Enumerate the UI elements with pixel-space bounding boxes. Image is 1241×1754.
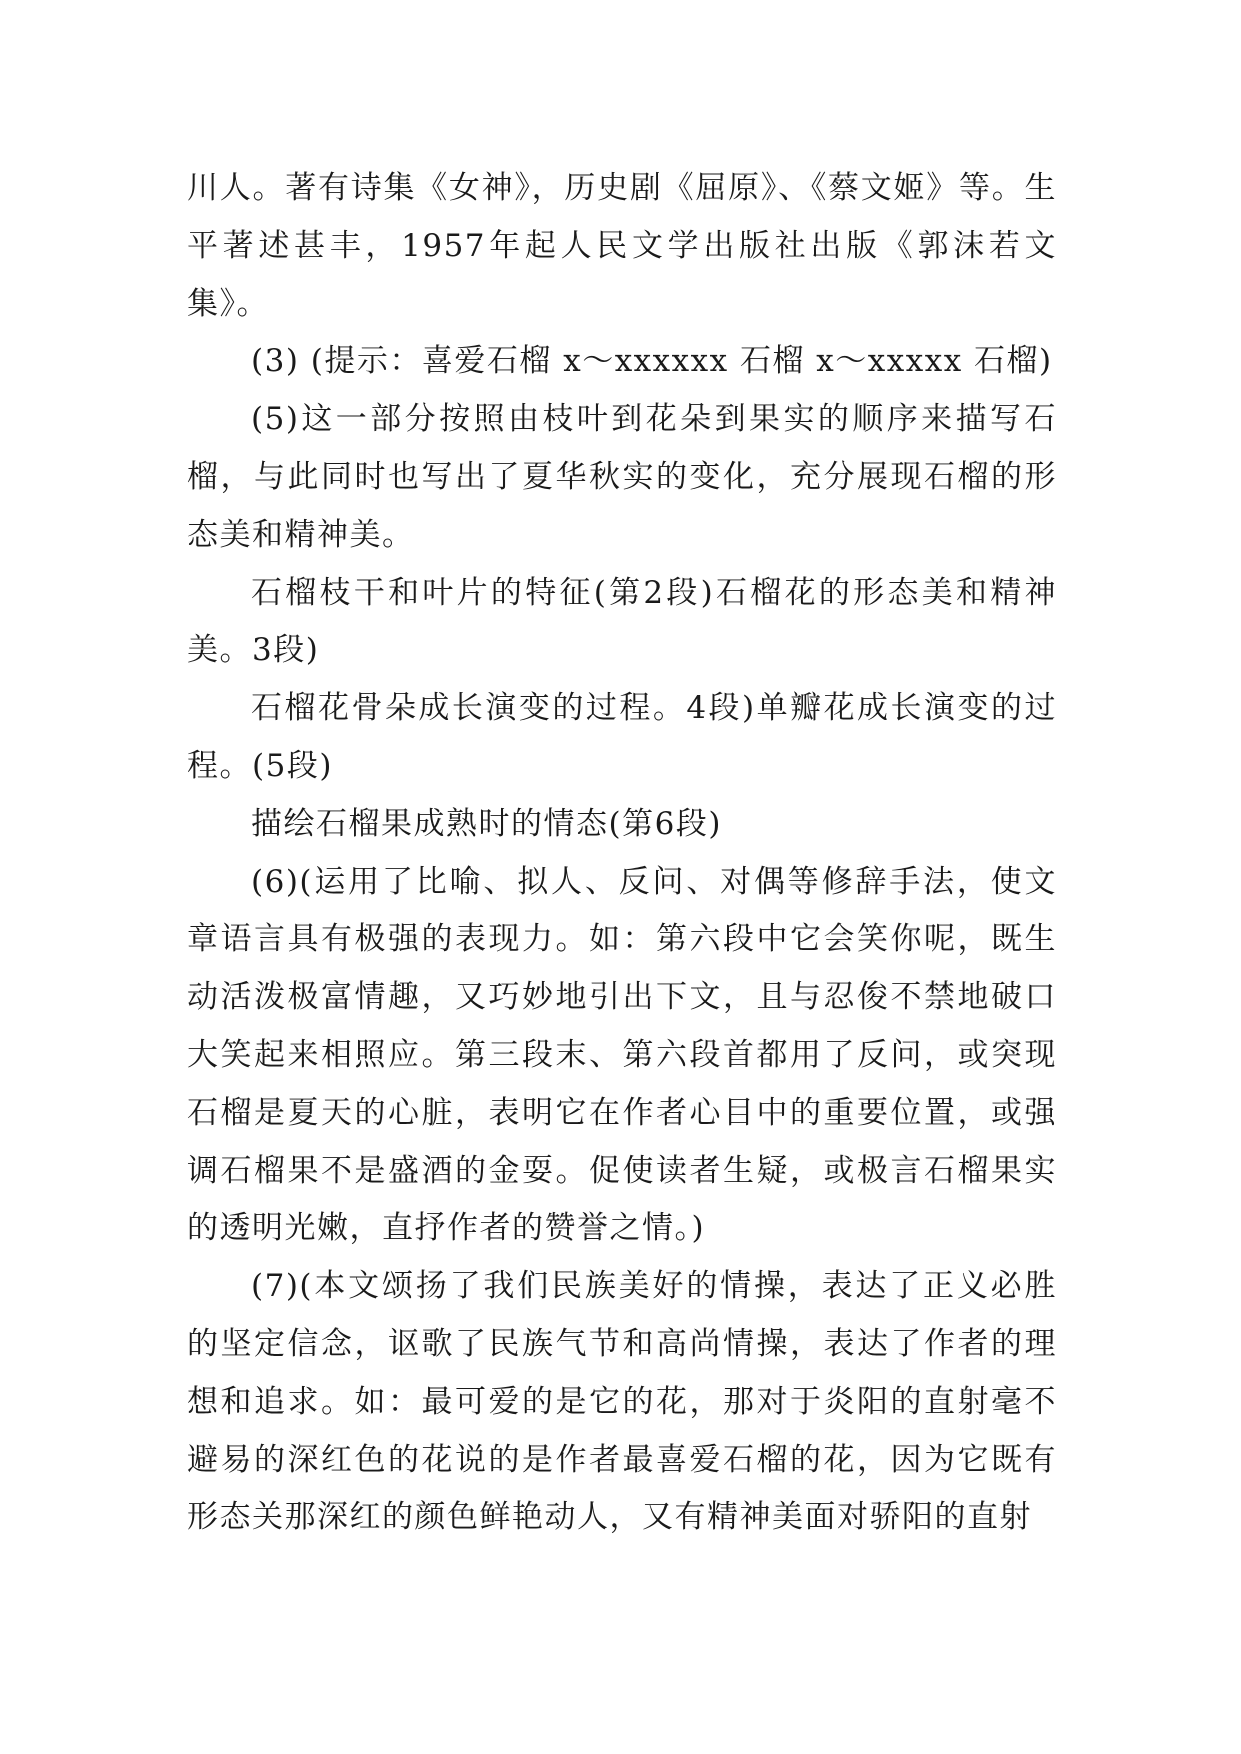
paragraph-section-2-3: 石榴枝干和叶片的特征(第2段)石榴花的形态美和精神美。3段) xyxy=(187,574,1057,669)
paragraph-answer-5: (5)这一部分按照由枝叶到花朵到果实的顺序来描写石榴，与此同时也写出了夏华秋实的变化，充分展现石榴的形态美和精神美。 xyxy=(187,401,1057,553)
document-body xyxy=(187,160,1057,1547)
paragraph-answer-3: (3) (提示：喜爱石榴 x～xxxxxx 石榴 x～xxxxx 石榴) xyxy=(251,343,1053,380)
paragraph-author-bio: 川人。著有诗集《女神》，历史剧《屈原》、《蔡文姬》等。生平著述甚丰，1957年起人民文学出版社出版《郭沫若文集》。 xyxy=(187,170,1057,322)
paragraph-answer-7: (7)(本文颂扬了我们民族美好的情操，表达了正义必胜的坚定信念，讴歌了民族气节和高尚情操，表达了作者的理想和追求。如：最可爱的是它的花，那对于炎阳的直射毫不避易的深红色的花说的是作者最喜爱石榴的花，因为它既有形态关那深红的颜色鲜艳动人，又有精神美面对骄阳的直射 xyxy=(187,1268,1057,1536)
paragraph-answer-6: (6)(运用了比喻、拟人、反问、对偶等修辞手法，使文章语言具有极强的表现力。如：第六段中它会笑你呢，既生动活泼极富情趣，又巧妙地引出下文，且与忍俊不禁地破口大笑起来相照应。第三段末、第六段首都用了反问，或突现石榴是夏天的心脏，表明它在作者心目中的重要位置，或强调石榴果不是盛酒的金耍。促使读者生疑，或极言石榴果实的透明光嫩，直抒作者的赞誉之情。) xyxy=(187,863,1057,1247)
paragraph-section-6: 描绘石榴果成熟时的情态(第6段) xyxy=(251,805,722,842)
paragraph-section-4-5: 石榴花骨朵成长演变的过程。4段)单瓣花成长演变的过程。(5段) xyxy=(187,690,1057,784)
